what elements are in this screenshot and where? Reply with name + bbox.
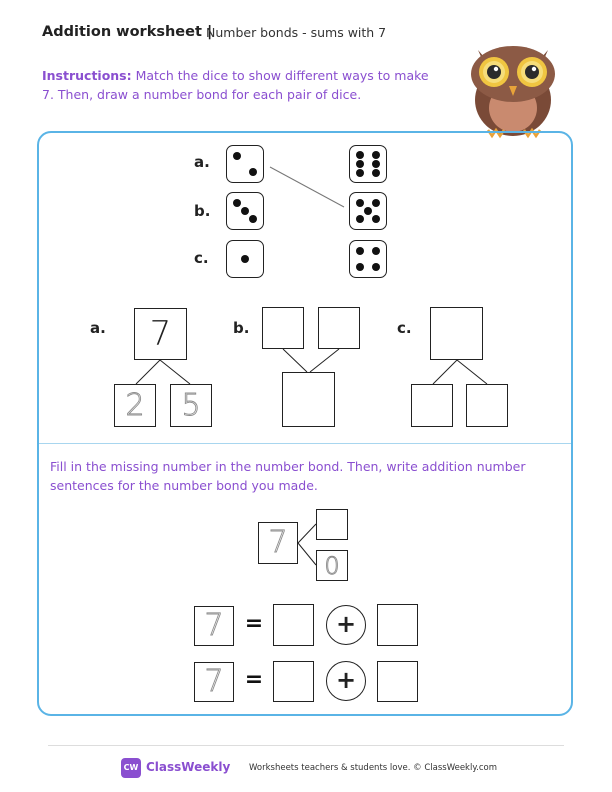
sentence1-plus: + [326, 605, 366, 645]
classweekly-logo: CW [121, 758, 141, 778]
bond-b-part2[interactable] [318, 307, 360, 349]
part2-bond-top[interactable] [316, 509, 348, 540]
bond-letter-a: a. [90, 319, 106, 337]
part2-bond-whole[interactable]: 7 [258, 522, 298, 564]
footer-divider [48, 745, 564, 746]
sentence2-total[interactable]: 7 [194, 662, 234, 702]
worksheet-subtitle: Number bonds - sums with 7 [206, 25, 387, 40]
dice-row-letter-a: a. [194, 153, 210, 171]
bond-b-part1[interactable] [262, 307, 304, 349]
sentence2-plus: + [326, 661, 366, 701]
bond-c-part2[interactable] [466, 384, 508, 427]
part2-instructions: Fill in the missing number in the number bond. Then, write addition number sentences for the number bond you made. [50, 459, 526, 493]
sentence2-equals: = [244, 667, 264, 692]
dice-row-letter-b: b. [194, 202, 211, 220]
bond-b-whole[interactable] [282, 372, 335, 427]
sentence2-addend2[interactable] [377, 661, 418, 702]
bond-c-whole[interactable] [430, 307, 483, 360]
footer-tagline: Worksheets teachers & students love. © ClassWeekly.com [249, 763, 498, 773]
part2-bond-bottom[interactable]: 0 [316, 550, 348, 581]
dice-row-letter-c: c. [194, 249, 209, 267]
bond-a-part1[interactable]: 2 [114, 384, 156, 427]
brand-name: ClassWeekly [146, 760, 231, 774]
sentence1-addend1[interactable] [273, 604, 314, 646]
worksheet-title: Addition worksheet | [42, 24, 213, 40]
instructions-label: Instructions: [42, 68, 132, 83]
instructions-text: Match the dice to show different ways to make 7. Then, draw a number bond for each pair of dice. [42, 68, 429, 102]
bond-c-part1[interactable] [411, 384, 453, 427]
bond-a-whole[interactable]: 7 [134, 308, 187, 360]
bond-letter-b: b. [233, 319, 250, 337]
bond-a-part2[interactable]: 5 [170, 384, 212, 427]
sentence1-equals: = [244, 611, 264, 636]
sentence2-addend1[interactable] [273, 661, 314, 702]
sentence1-total[interactable]: 7 [194, 606, 234, 646]
sentence1-addend2[interactable] [377, 604, 418, 646]
bond-letter-c: c. [397, 319, 412, 337]
